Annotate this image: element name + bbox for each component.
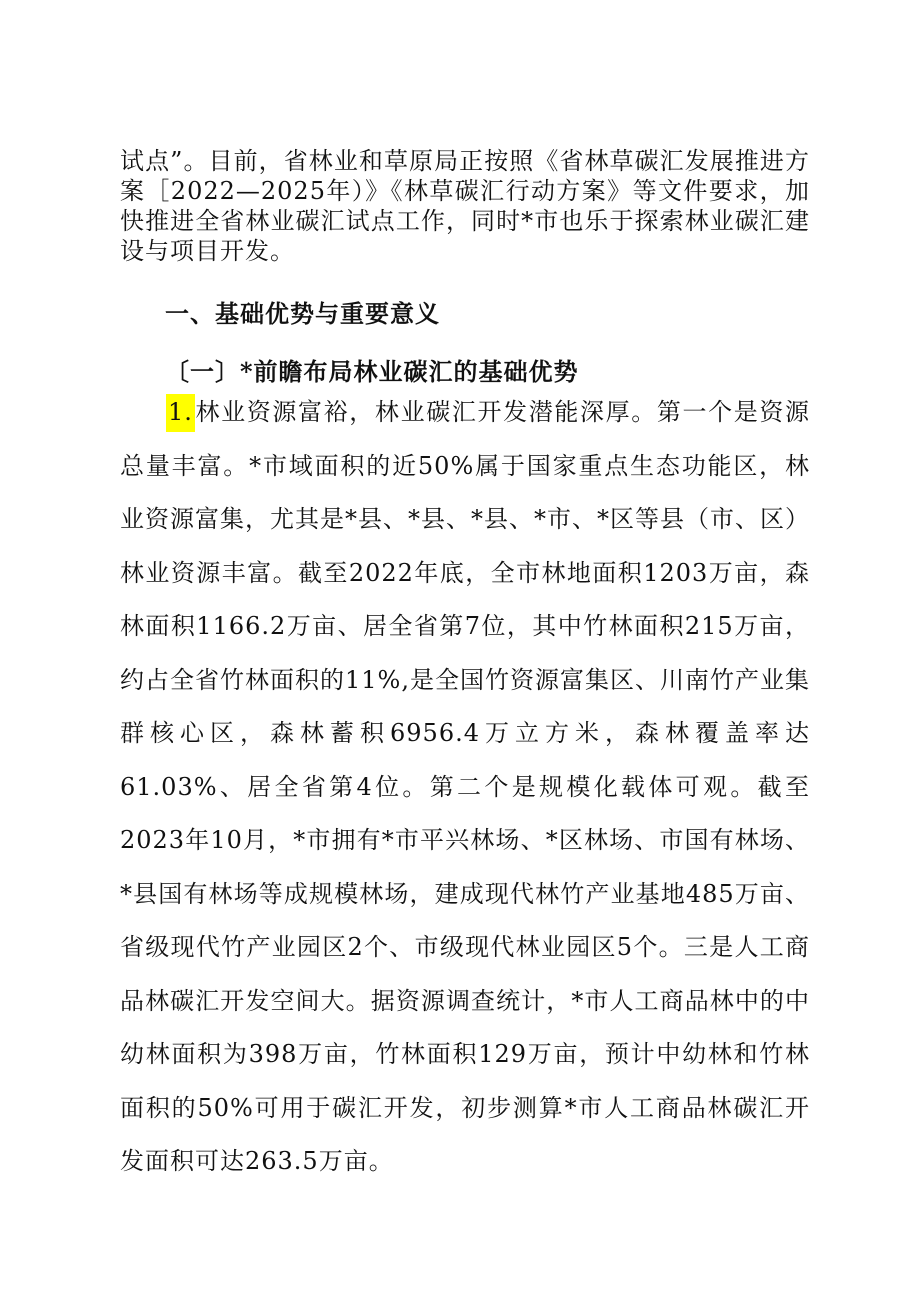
subsection-heading: 〔一〕*前瞻布局林业碳汇的基础优势 xyxy=(165,357,579,386)
highlighted-item-number: 1. xyxy=(166,394,195,432)
section-heading: 一、基础优势与重要意义 xyxy=(165,300,440,328)
numbered-paragraph xyxy=(120,386,810,1189)
continued-paragraph: 试点”。目前，省林业和草原局正按照《省林草碳汇发展推进方案［2022—2025年）》《林草碳汇行动方案》等文件要求，加快推进全省林业碳汇试点工作，同时*市也乐于探索林业碳汇建设与项目开发。 xyxy=(120,147,810,265)
paragraph-body: 林业资源富裕，林业碳汇开发潜能深厚。第一个是资源总量丰富。*市域面积的近50%属于国家重点生态功能区，林业资源富集，尤其是*县、*县、*县、*市、*区等县（市、区）林业资源丰富。截至2022年底，全市林地面积1203万亩，森林面积1166.2万亩、居全省第7位，其中竹林面积215万亩，约占全省竹林面积的11%,是全国竹资源富集区、川南竹产业集群核心区，森林蓄积6956.4万立方米，森林覆盖率达61.03%、居全省第4位。第二个是规模化载体可观。截至2023年10月，*市拥有*市平兴林场、*区林场、市国有林场、*县国有林场等成规模林场，建成现代林竹产业基地485万亩、省级现代竹产业园区2个、市级现代林业园区5个。三是人工商品林碳汇开发空间大。据资源调查统计，*市人工商品林中的中幼林面积为398万亩，竹林面积129万亩，预计中幼林和竹林面积的50%可用于碳汇开发，初步测算*市人工商品林碳汇开发面积可达263.5万亩。 xyxy=(120,398,810,1175)
